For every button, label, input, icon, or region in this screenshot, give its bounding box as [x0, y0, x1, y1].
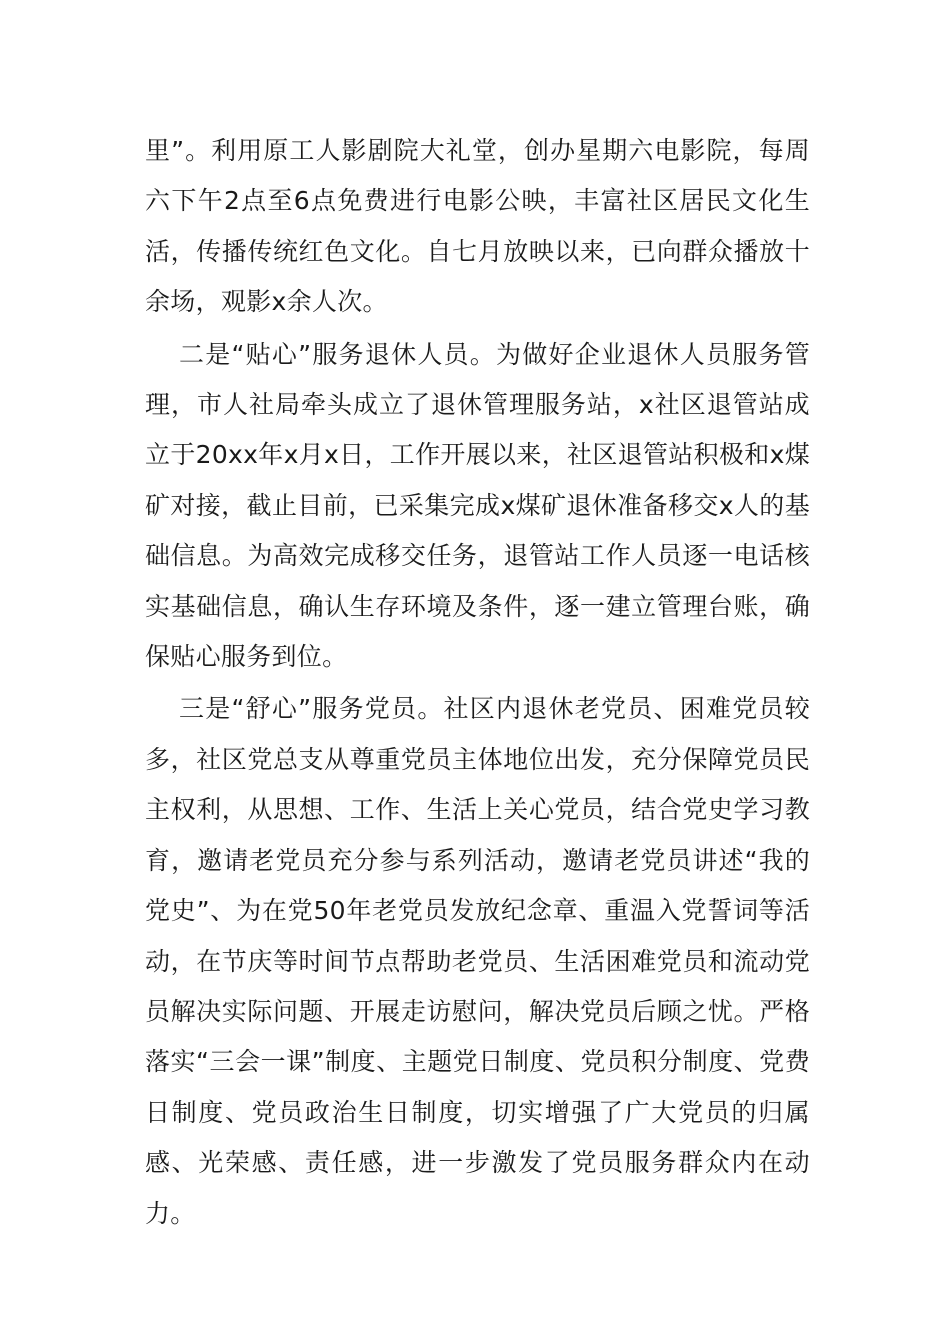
document-body	[145, 126, 810, 1239]
paragraph-retiree-service: 二是“贴心”服务退休人员。为做好企业退休人员服务管理，市人社局牵头成立了退休管理服务站，x社区退管站成立于20xx年x月x日，工作开展以来，社区退管站积极和x煤矿对接，截止目前，已采集完成x煤矿退休准备移交x人的基础信息。为高效完成移交任务，退管站工作人员逐一电话核实基础信息，确认生存环境及条件，逐一建立管理台账，确保贴心服务到位。	[145, 339, 810, 672]
paragraph-continuation: 里”。利用原工人影剧院大礼堂，创办星期六电影院，每周六下午2点至6点免费进行电影公映，丰富社区居民文化生活，传播传统红色文化。自七月放映以来，已向群众播放十余场，观影x余人次。	[145, 136, 810, 317]
paragraph-party-member-service: 三是“舒心”服务党员。社区内退休老党员、困难党员较多，社区党总支从尊重党员主体地位出发，充分保障党员民主权利，从思想、工作、生活上关心党员，结合党史学习教育，邀请老党员充分参与系列活动，邀请老党员讲述“我的党史”、为在党50年老党员发放纪念章、重温入党誓词等活动，在节庆等时间节点帮助老党员、生活困难党员和流动党员解决实际问题、开展走访慰问，解决党员后顾之忧。严格落实“三会一课”制度、主题党日制度、党员积分制度、党费日制度、党员政治生日制度，切实增强了广大党员的归属感、光荣感、责任感，进一步激发了党员服务群众内在动力。	[145, 694, 810, 1228]
